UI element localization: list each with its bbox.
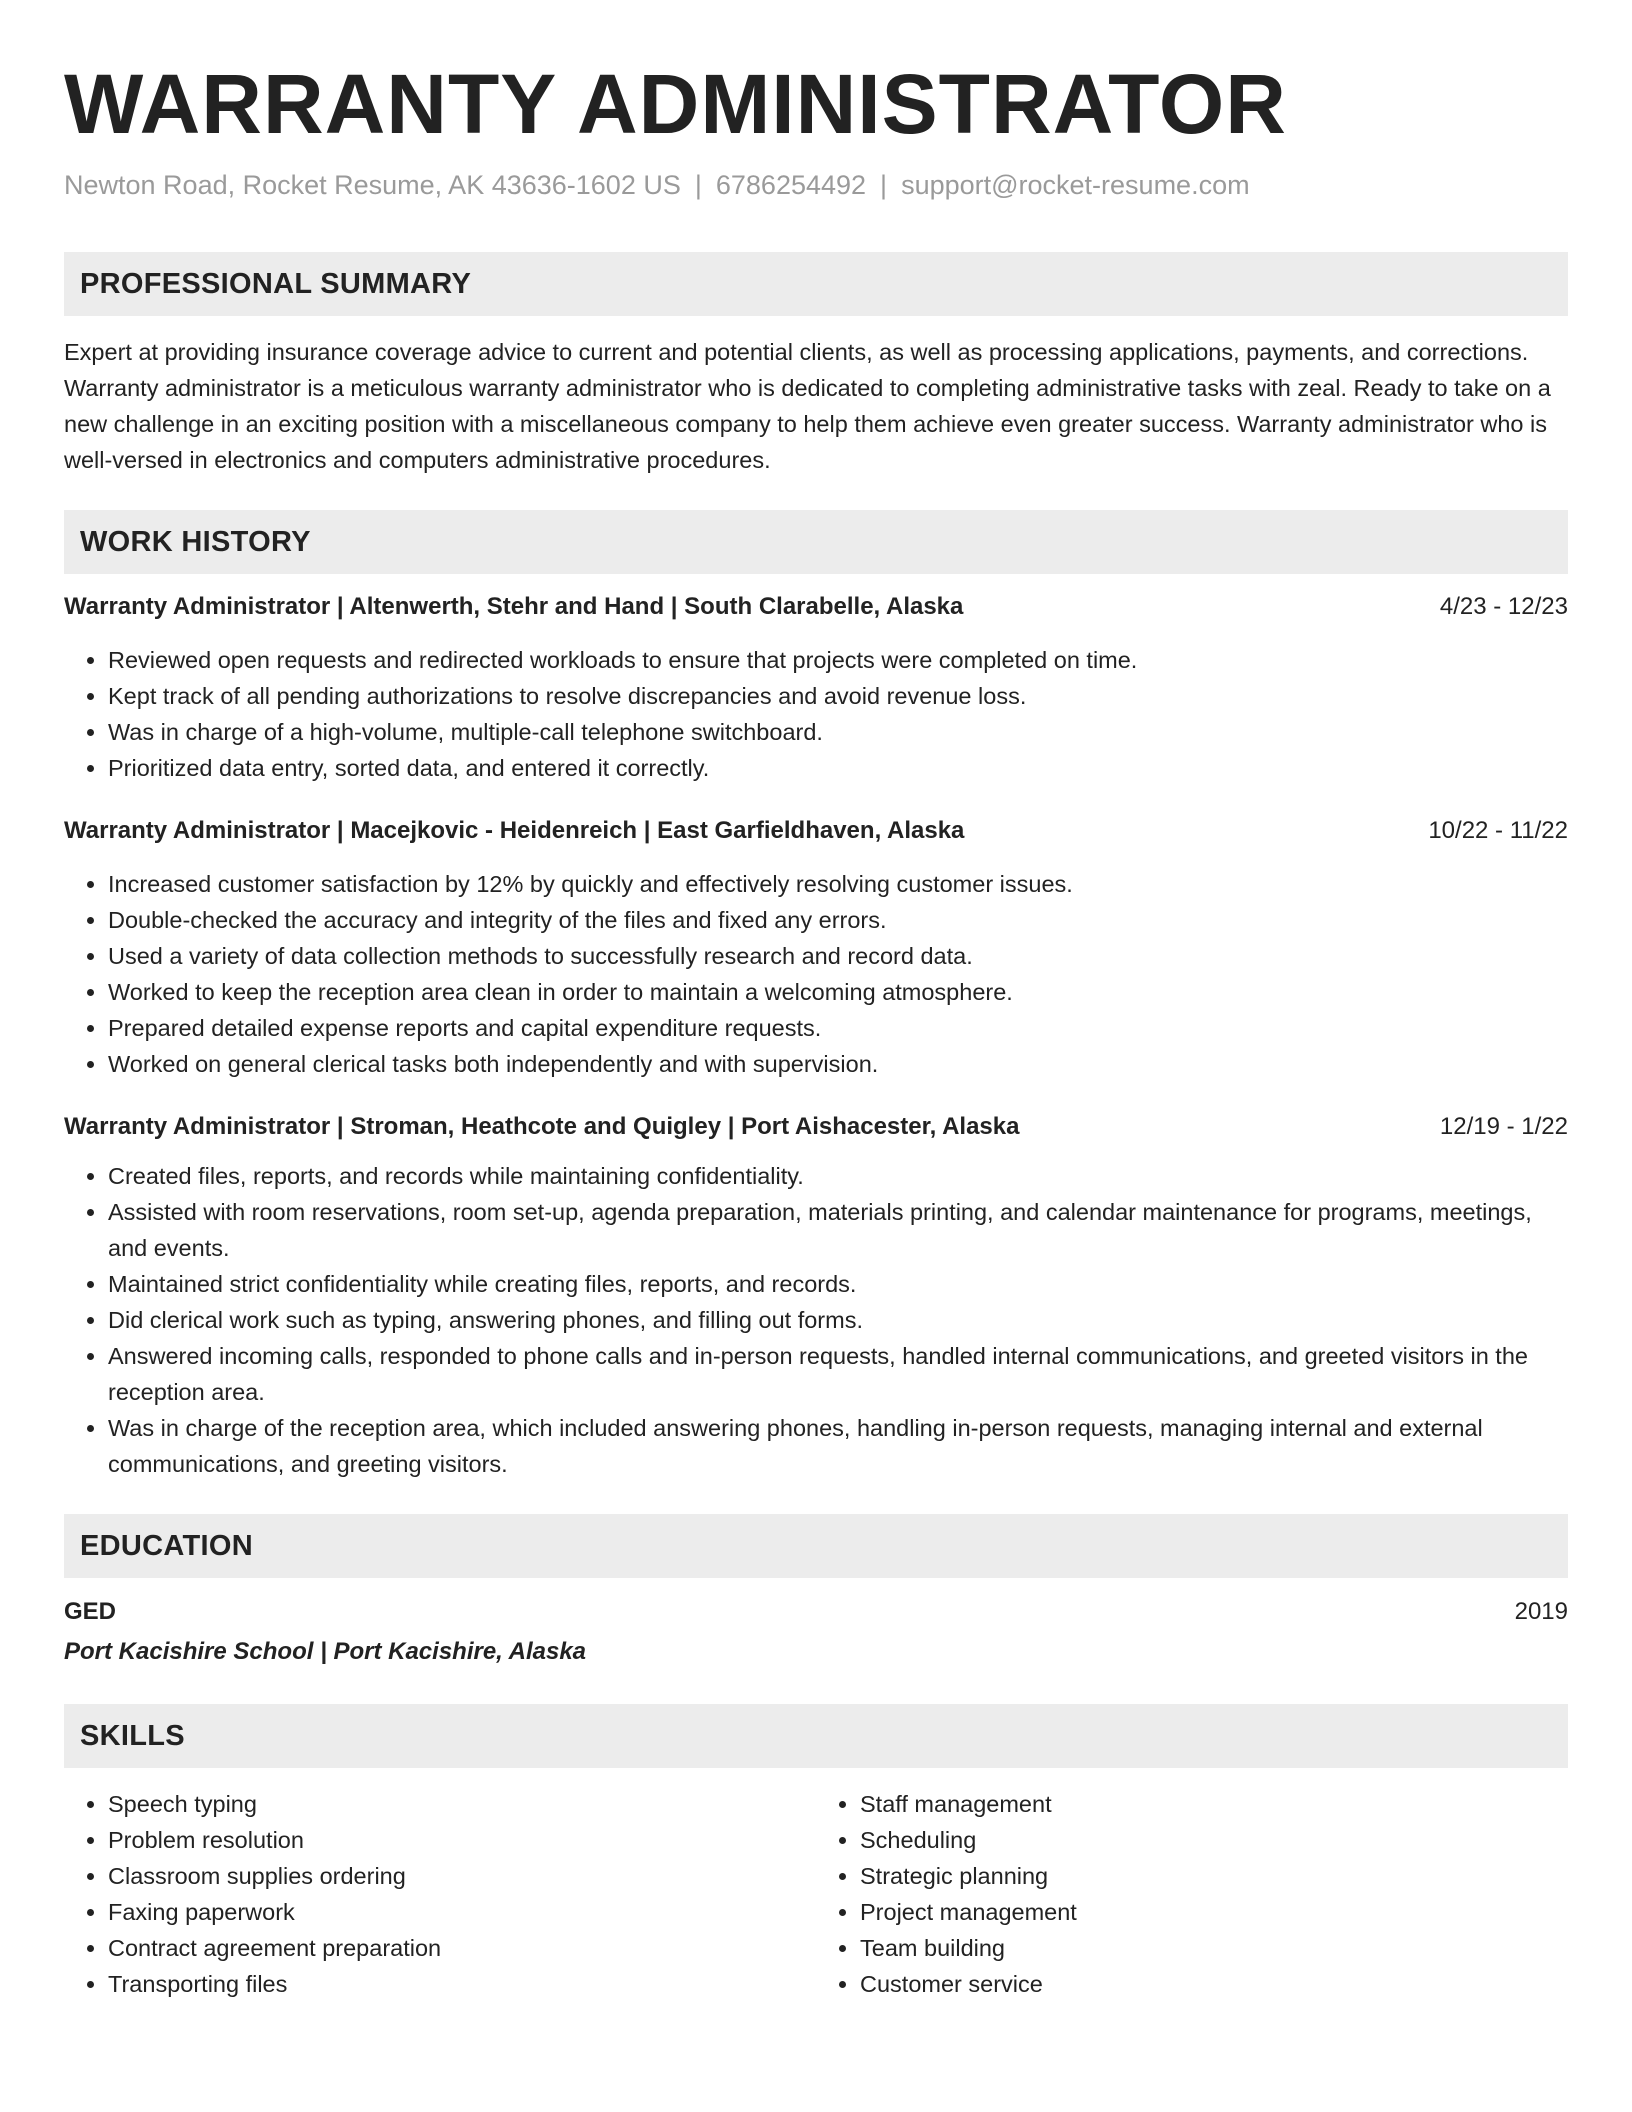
skills-columns: [64, 1786, 1568, 2002]
candidate-name: WARRANTY ADMINISTRATOR: [64, 57, 1287, 151]
job-bullet: • Answered incoming calls, responded to phone calls and in-person requests, handled internal communications, and greeted visitors in the reception area.: [108, 1338, 1568, 1410]
job-bullet: • Created files, reports, and records while maintaining confidentiality.: [108, 1158, 1568, 1194]
job-bullet: • Was in charge of the reception area, which included answering phones, handling in-person requests, managing internal and external communications, and greeting visitors.: [108, 1410, 1568, 1482]
job-bullet: • Kept track of all pending authorizations to resolve discrepancies and avoid revenue loss.: [108, 678, 1568, 714]
education-year: 2019: [1514, 1598, 1568, 1625]
skill-item: • Problem resolution: [108, 1822, 816, 1858]
contact-email[interactable]: support@rocket-resume.com: [901, 170, 1250, 200]
contact-line: [64, 168, 1568, 202]
skills-list-right: [816, 1786, 1568, 2002]
skill-item: • Team building: [860, 1930, 1568, 1966]
summary-section-heading: PROFESSIONAL SUMMARY: [64, 252, 1568, 316]
education-section-heading: EDUCATION: [64, 1514, 1568, 1578]
job-bullet: • Assisted with room reservations, room set-up, agenda preparation, materials printing, and calendar maintenance for programs, meetings, and events.: [108, 1194, 1568, 1266]
skills-list-left: [64, 1786, 816, 2002]
job-bullet-list: [64, 642, 1568, 786]
contact-separator: |: [880, 170, 888, 200]
skill-item: • Customer service: [860, 1966, 1568, 2002]
job-dates: 4/23 - 12/23: [1439, 593, 1568, 620]
skills-section-heading: SKILLS: [64, 1704, 1568, 1768]
job-dates: 10/22 - 11/22: [1428, 817, 1568, 844]
job-bullet: • Used a variety of data collection methods to successfully research and record data.: [108, 938, 1568, 974]
skill-item: • Contract agreement preparation: [108, 1930, 816, 1966]
job-heading-row: [64, 814, 1568, 848]
job-heading-row: [64, 1110, 1568, 1144]
job-bullet: • Worked to keep the reception area clean in order to maintain a welcoming atmosphere.: [108, 974, 1568, 1010]
job-bullet-list: [64, 866, 1568, 1082]
skill-item: • Project management: [860, 1894, 1568, 1930]
job-title-company-location: Warranty Administrator | Altenwerth, Stehr and Hand | South Clarabelle, Alaska: [64, 593, 964, 620]
skill-item: • Faxing paperwork: [108, 1894, 816, 1930]
skill-item: • Transporting files: [108, 1966, 816, 2002]
education-degree: GED: [64, 1598, 117, 1625]
skill-item: • Strategic planning: [860, 1858, 1568, 1894]
skill-item: • Scheduling: [860, 1822, 1568, 1858]
skill-item: • Staff management: [860, 1786, 1568, 1822]
job-bullet: • Prepared detailed expense reports and capital expenditure requests.: [108, 1010, 1568, 1046]
work-history-section-heading: WORK HISTORY: [64, 510, 1568, 574]
job-dates: 12/19 - 1/22: [1439, 1113, 1568, 1140]
contact-separator: |: [694, 170, 702, 200]
job-bullet-list: [64, 1158, 1568, 1482]
skill-item: • Speech typing: [108, 1786, 816, 1822]
job-bullet: • Maintained strict confidentiality while creating files, reports, and records.: [108, 1266, 1568, 1302]
job-entry: [64, 1110, 1568, 1482]
job-bullet: • Reviewed open requests and redirected workloads to ensure that projects were completed on time.: [108, 642, 1568, 678]
job-bullet: • Did clerical work such as typing, answering phones, and filling out forms.: [108, 1302, 1568, 1338]
education-heading-row: [64, 1594, 1568, 1630]
education-school: Port Kacishire School | Port Kacishire, Alaska: [64, 1638, 587, 1665]
job-bullet: • Increased customer satisfaction by 12% by quickly and effectively resolving customer issues.: [108, 866, 1568, 902]
job-title-company-location: Warranty Administrator | Macejkovic - Heidenreich | East Garfieldhaven, Alaska: [64, 817, 965, 844]
contact-address: Newton Road, Rocket Resume, AK 43636-1602 US: [64, 170, 681, 200]
skill-item: • Classroom supplies ordering: [108, 1858, 816, 1894]
job-bullet: • Was in charge of a high-volume, multiple-call telephone switchboard.: [108, 714, 1568, 750]
job-bullet: • Worked on general clerical tasks both independently and with supervision.: [108, 1046, 1568, 1082]
summary-text: Expert at providing insurance coverage advice to current and potential clients, as well as processing applications, payments, and corrections. Warranty administrator is a meticulous warranty administrator who is dedicated to completing administrative tasks with zeal. Ready to take on a new challenge in an exciting position with a miscellaneous company to help them achieve even greater success. Warranty administrator who is well-versed in electronics and computers administrative procedures.: [64, 339, 1551, 473]
job-bullet: • Prioritized data entry, sorted data, and entered it correctly.: [108, 750, 1568, 786]
job-heading-row: [64, 590, 1568, 624]
job-entry: [64, 814, 1568, 1082]
job-title-company-location: Warranty Administrator | Stroman, Heathcote and Quigley | Port Aishacester, Alaska: [64, 1113, 1020, 1140]
job-bullet: • Double-checked the accuracy and integrity of the files and fixed any errors.: [108, 902, 1568, 938]
job-entry: [64, 590, 1568, 786]
contact-phone: 6786254492: [715, 170, 867, 200]
